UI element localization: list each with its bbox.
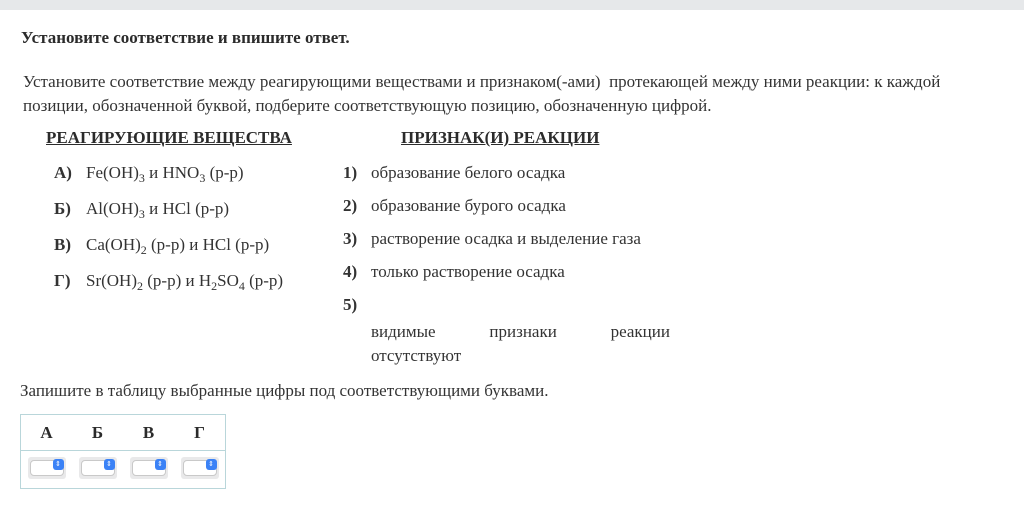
sign-item-2 [343, 196, 566, 216]
sign-item-5 [343, 295, 371, 315]
substance-item-b: Б) $Al(OH)_3$ и HCl (р-р) [54, 199, 230, 221]
sign-text: только растворение осадка [371, 262, 565, 281]
sign-item-1 [343, 163, 565, 183]
task-title: Установите соответствие и впишите ответ. [21, 28, 350, 47]
up-down-chevron-icon: ⇕ [104, 459, 115, 470]
answer-selects-row [21, 457, 225, 479]
sign-text: образование белого осадка [371, 163, 566, 182]
substance-label: Г) [54, 271, 71, 290]
sign-number: 3) [343, 229, 358, 248]
answer-table-header [21, 415, 225, 451]
up-down-chevron-icon: ⇕ [155, 459, 166, 470]
substance-item-v: В) $Ca(OH)_2$ (р-р) и HCl (р-р) [54, 235, 270, 257]
answer-header-a: А [40, 423, 53, 442]
sign-text: растворение осадка и выделение газа [371, 229, 641, 248]
substance-label: Б) [54, 199, 71, 218]
sign-item-4 [343, 262, 565, 282]
up-down-chevron-icon: ⇕ [206, 459, 217, 470]
sign-number: 5) [343, 295, 358, 314]
answer-select-v[interactable] [130, 457, 168, 479]
instructions-line-1: Установите соответствие между реагирующими веществами и признаком(-ами) протекающей между ними реакции: к каждой [23, 72, 941, 91]
instructions-line-2: позиции, обозначенной буквой, подберите соответствующую позицию, обозначенную цифрой. [23, 96, 712, 115]
substance-item-g: Г) $Sr(OH)_2$ (р-р) и $H_2SO_4$ (р-р) [54, 271, 284, 293]
task-instructions [23, 70, 1008, 118]
sign-item-5-text: видимые признаки реакции отсутствуют [371, 322, 670, 365]
substances-header: РЕАГИРУЮЩИЕ ВЕЩЕСТВА [46, 128, 292, 147]
sign-number: 4) [343, 262, 358, 281]
answer-instruction: Запишите в таблицу выбранные цифры под соответствующими буквами. [20, 381, 549, 400]
sign-text: образование бурого осадка [371, 196, 566, 215]
substance-label: В) [54, 235, 71, 254]
substance-item-a: А) $Fe(OH)_3$ и $HNO_3$ (р-р) [54, 163, 244, 185]
sign-number: 1) [343, 163, 358, 182]
answer-header-v: В [142, 423, 155, 442]
answer-select-b[interactable] [79, 457, 117, 479]
substance-label: А) [54, 163, 72, 182]
answer-header-g: Г [194, 423, 205, 442]
answer-select-g[interactable] [181, 457, 219, 479]
sign-number: 2) [343, 196, 358, 215]
up-down-chevron-icon: ⇕ [53, 459, 64, 470]
top-bar [0, 0, 1024, 10]
answer-header-b: Б [91, 423, 104, 442]
signs-header: ПРИЗНАК(И) РЕАКЦИИ [401, 128, 600, 147]
sign-item-3 [343, 229, 641, 249]
answer-select-a[interactable] [28, 457, 66, 479]
answer-table [20, 414, 226, 489]
